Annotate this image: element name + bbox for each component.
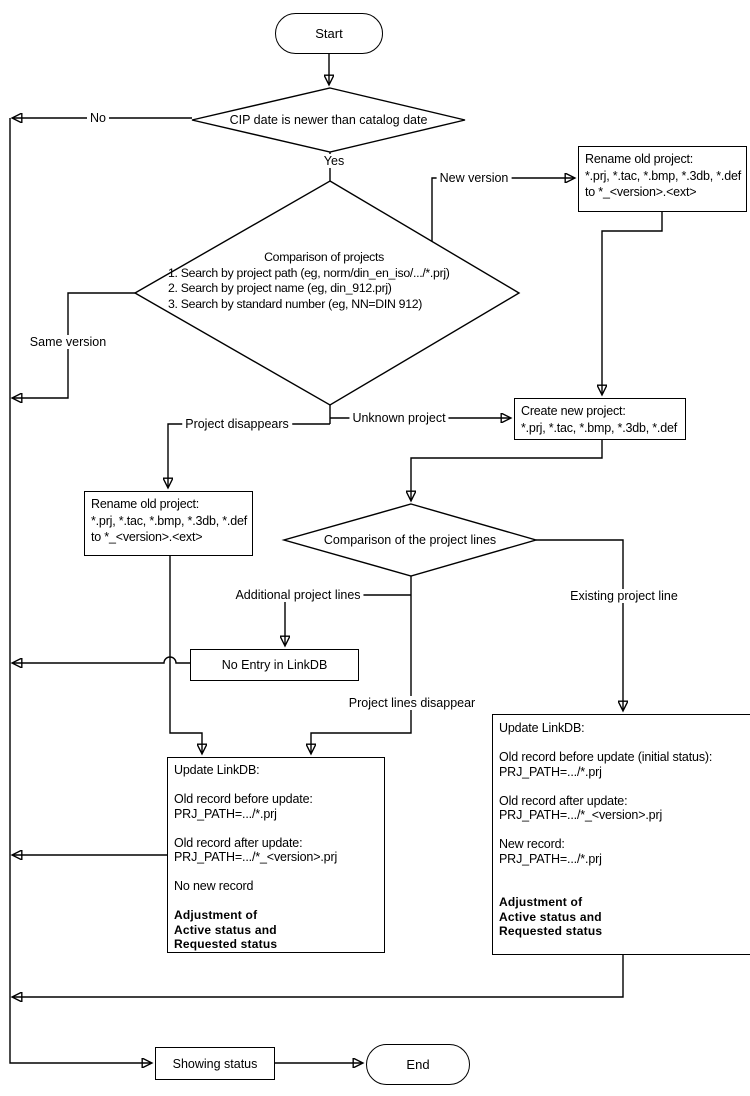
node-update-linkdb-right xyxy=(492,714,750,955)
decision-projects-title: Comparison of projects xyxy=(264,250,384,264)
edge-label-yes: Yes xyxy=(321,154,347,168)
decision-projects-label xyxy=(168,250,480,312)
rename-top-line-1: Rename old project: xyxy=(585,152,694,166)
decision-projects-item-1: 1. Search by project path (eg, norm/din_en_iso/.../*.prj) xyxy=(168,265,450,280)
create-new-line-1: Create new project: xyxy=(521,404,626,418)
decision-projects-item-2: 2. Search by project name (eg, din_912.prj) xyxy=(168,281,392,295)
update-left-line-5: PRJ_PATH=.../*_<version>.prj xyxy=(174,850,338,864)
edge-noentry-to-left-rail xyxy=(13,657,190,663)
no-entry-label: No Entry in LinkDB xyxy=(221,658,328,672)
update-right-line-8: Adjustment of xyxy=(499,895,583,909)
decision-cip-label: CIP date is newer than catalog date xyxy=(229,113,428,127)
node-update-linkdb-left xyxy=(167,757,385,953)
update-left-line-8: Active status and xyxy=(174,922,277,937)
rename-left-line-1: Rename old project: xyxy=(91,497,200,511)
edge-existing-project-line xyxy=(536,540,623,710)
edge-label-project-lines-disappear: Project lines disappear xyxy=(346,696,478,710)
update-right-line-2: Old record before update (initial status): xyxy=(499,750,713,764)
update-left-line-6: No new record xyxy=(174,879,254,893)
edge-project-disappears xyxy=(168,424,330,487)
update-right-line-5: PRJ_PATH=.../*_<version>.prj xyxy=(499,808,663,822)
node-end xyxy=(366,1044,470,1085)
rename-left-line-3: to *_<version>.<ext> xyxy=(91,530,203,544)
update-right-line-7: PRJ_PATH=.../*.prj xyxy=(499,851,602,866)
create-new-line-2: *.prj, *.tac, *.bmp, *.3db, *.def xyxy=(521,420,677,435)
edge-create-to-lines-decision xyxy=(411,440,602,500)
edge-label-project-disappears: Project disappears xyxy=(182,417,292,431)
rename-top-line-2: *.prj, *.tac, *.bmp, *.3db, *.def xyxy=(585,168,741,183)
edge-label-additional-project-lines: Additional project lines xyxy=(232,588,363,602)
node-no-entry-linkdb xyxy=(190,649,359,681)
node-rename-old-top xyxy=(578,146,747,212)
update-left-line-9: Requested status xyxy=(174,937,278,951)
update-left-line-3: PRJ_PATH=.../*.prj xyxy=(174,806,277,821)
update-right-line-4: Old record after update: xyxy=(499,793,628,808)
edge-label-new-version: New version xyxy=(437,171,512,185)
node-showing-status xyxy=(155,1047,275,1080)
update-right-line-1: Update LinkDB: xyxy=(499,721,585,735)
node-create-new-project xyxy=(514,398,686,440)
rename-top-line-3: to *_<version>.<ext> xyxy=(585,185,697,199)
update-right-line-9: Active status and xyxy=(499,909,602,924)
edge-update-right-to-left-rail xyxy=(13,955,623,997)
end-label: End xyxy=(406,1057,430,1072)
edge-left-rail-to-showing xyxy=(10,118,151,1063)
update-right-line-10: Requested status xyxy=(499,924,603,938)
edge-new-version xyxy=(432,178,574,243)
decision-projects-item-3: 3. Search by standard number (eg, NN=DIN 912) xyxy=(168,296,423,311)
decision-project-lines-label: Comparison of the project lines xyxy=(323,533,497,547)
edge-label-unknown-project: Unknown project xyxy=(349,411,448,425)
edge-label-no: No xyxy=(87,111,109,125)
node-start xyxy=(275,13,383,54)
update-left-line-2: Old record before update: xyxy=(174,792,313,806)
edge-label-existing-project-line: Existing project line xyxy=(567,589,681,603)
update-right-line-6: New record: xyxy=(499,837,565,851)
edge-label-same-version: Same version xyxy=(27,335,109,349)
edge-rename-top-to-create xyxy=(602,212,662,394)
node-rename-old-left xyxy=(84,491,253,556)
start-label: Start xyxy=(315,26,343,41)
update-right-line-3: PRJ_PATH=.../*.prj xyxy=(499,764,602,779)
update-left-line-4: Old record after update: xyxy=(174,835,303,850)
update-left-line-7: Adjustment of xyxy=(174,908,258,922)
edge-additional-project-lines xyxy=(285,595,411,645)
update-left-line-1: Update LinkDB: xyxy=(174,763,260,777)
showing-status-label: Showing status xyxy=(172,1056,258,1071)
rename-left-line-2: *.prj, *.tac, *.bmp, *.3db, *.def xyxy=(91,513,247,528)
